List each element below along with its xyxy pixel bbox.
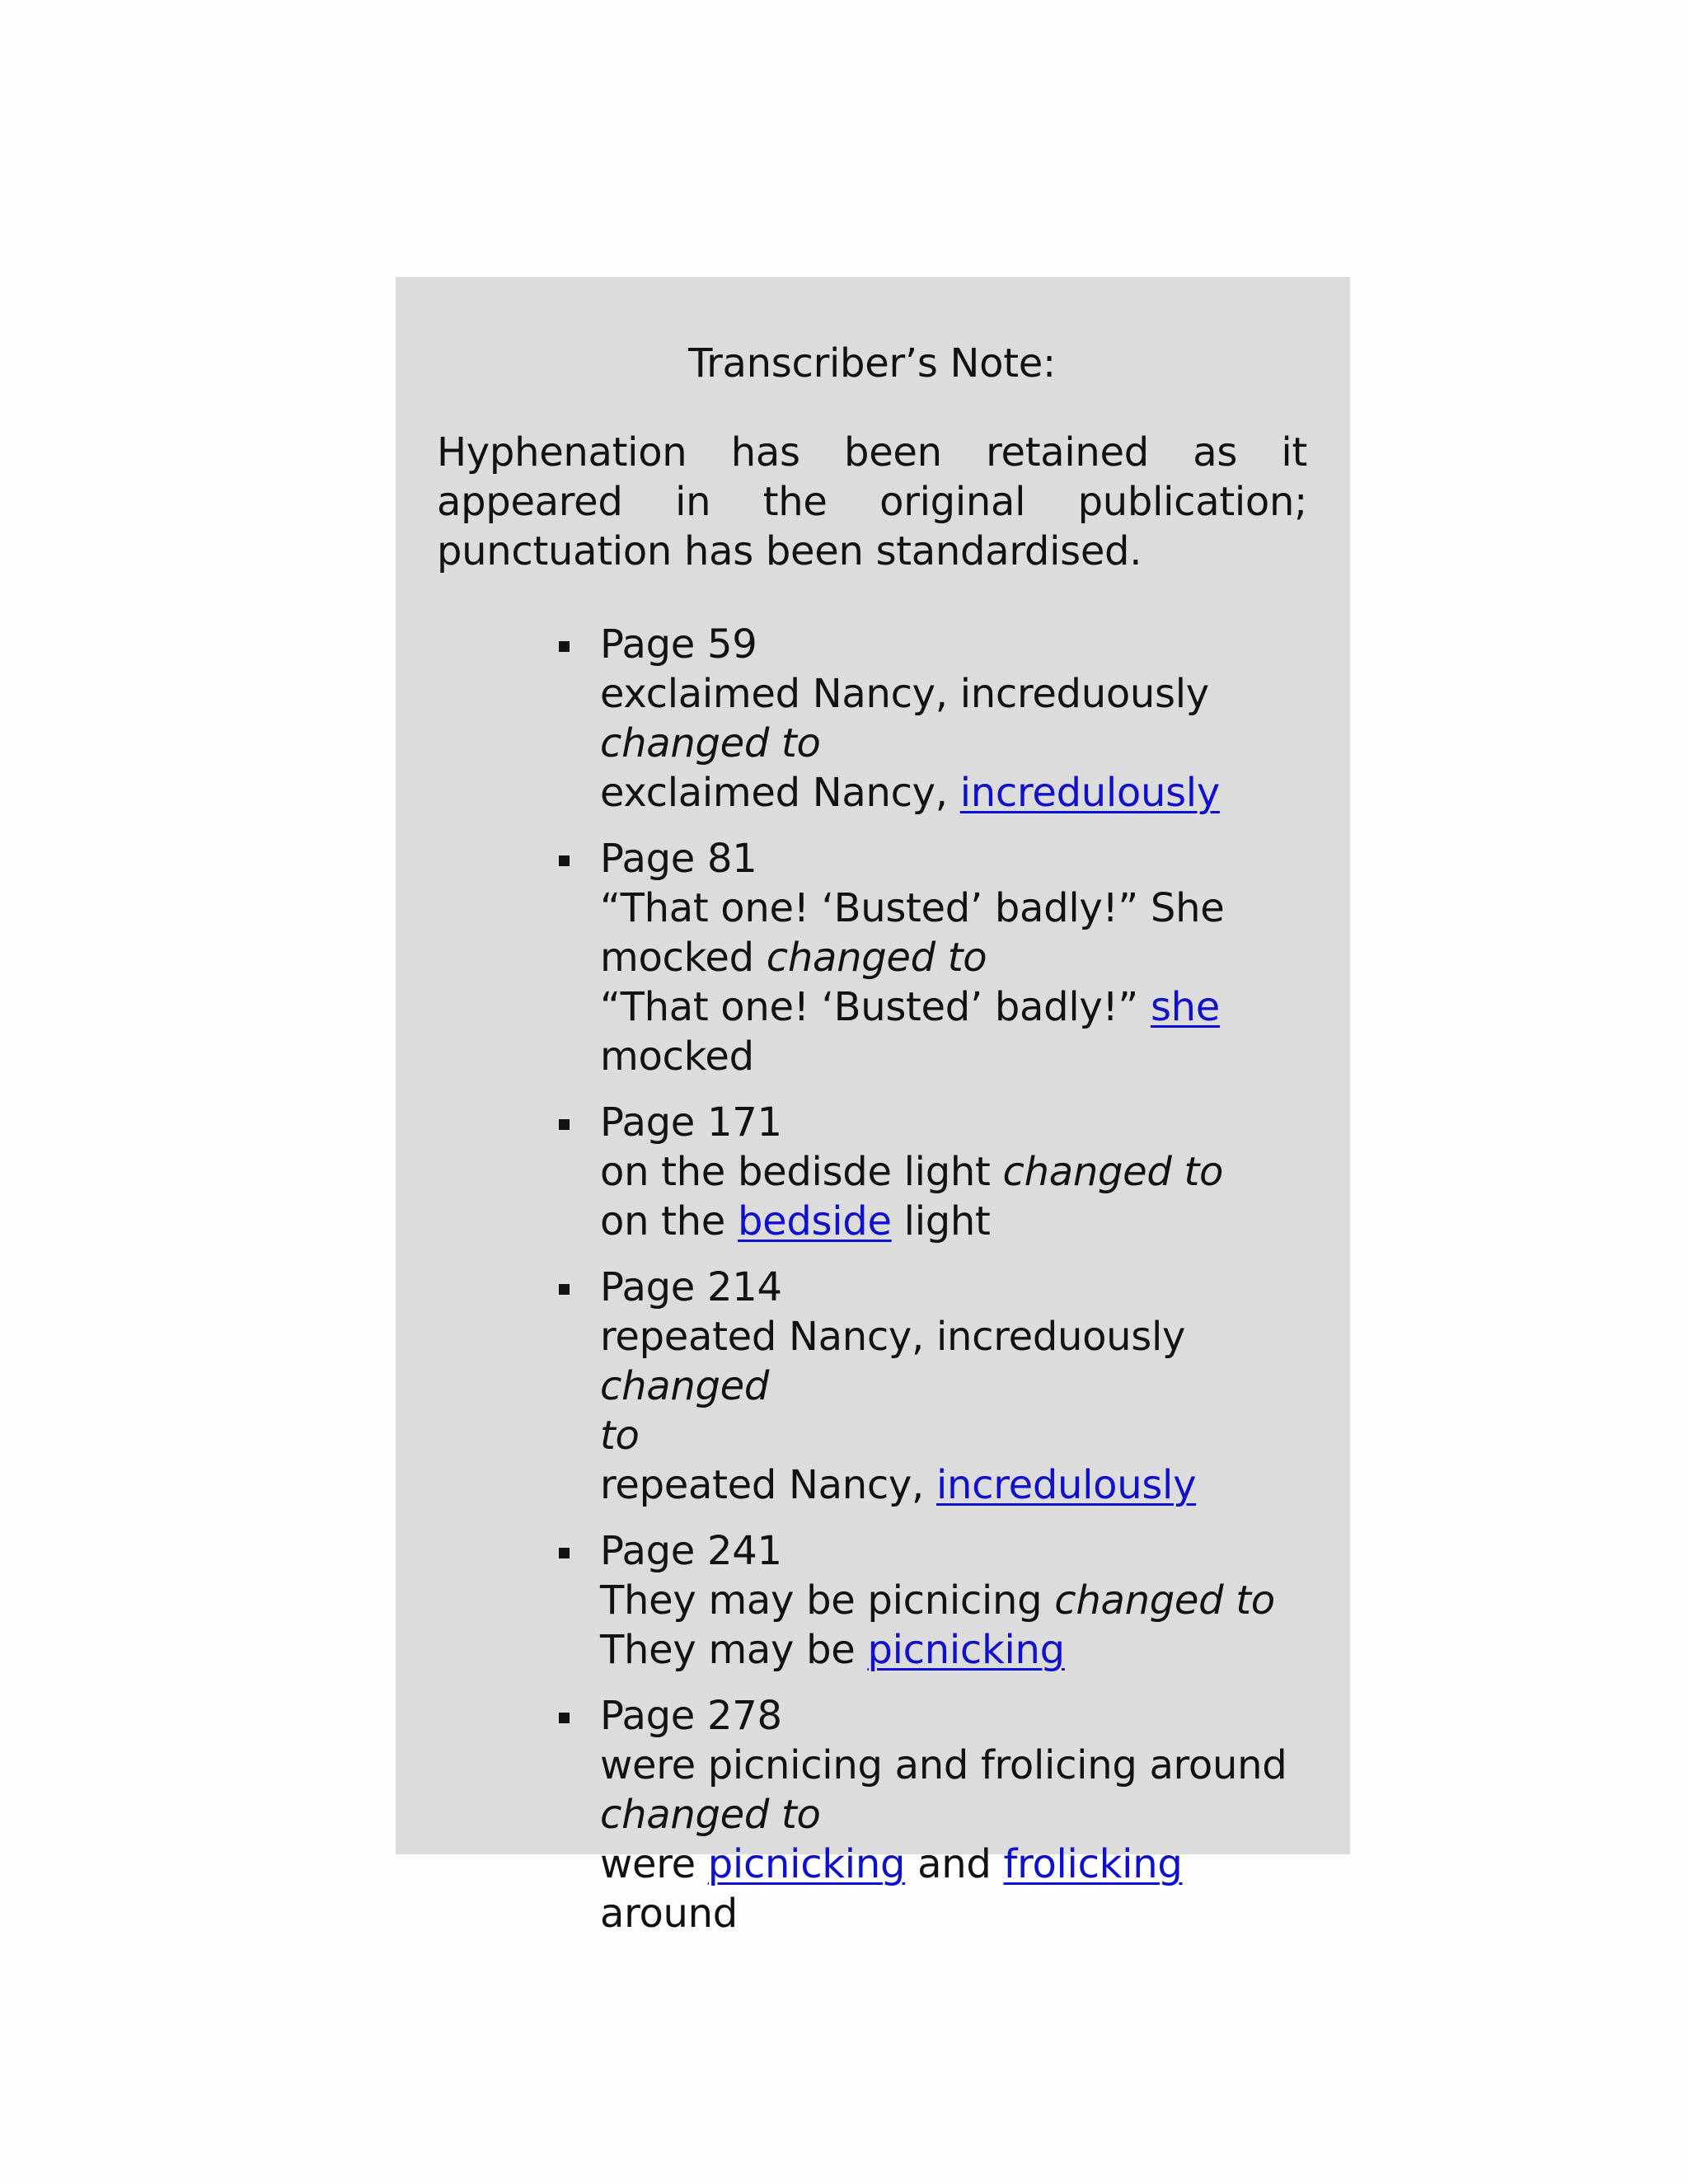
correction-link[interactable]: frolicking	[1003, 1841, 1183, 1887]
changed-to-label: changed to	[1002, 1149, 1224, 1195]
original-text: exclaimed Nancy, increduously	[600, 671, 1209, 717]
bullet-icon	[559, 855, 570, 866]
original-text: on the bedisde light changed to	[600, 1149, 1224, 1195]
transcriber-note-box	[396, 277, 1350, 1937]
original-text-cont: mocked changed to	[600, 935, 987, 981]
corrected-text: repeated Nancy, incredulously	[600, 1462, 1197, 1508]
bullet-icon	[559, 1713, 570, 1723]
corrected-text: were picnicking and frolicking around	[600, 1841, 1183, 1937]
bullet-icon	[559, 1548, 570, 1558]
bullet-icon	[559, 1119, 570, 1130]
correction-link[interactable]: incredulously	[959, 770, 1220, 816]
corrected-text: They may be picnicking	[600, 1627, 1065, 1673]
list-item	[600, 1526, 1307, 1675]
list-item	[600, 1098, 1307, 1246]
to-label: to	[600, 1413, 640, 1459]
note-intro: Hyphenation has been retained as it appeared in the original publication; punctuation has been standardised.	[437, 429, 1307, 574]
changed-label: changed	[600, 1363, 770, 1409]
original-text: They may be picnicing changed to	[600, 1577, 1275, 1624]
page-ref: Page 171	[600, 1099, 782, 1146]
changed-to-label: changed to	[1054, 1577, 1275, 1624]
original-text: “That one! ‘Busted’ badly!” She	[600, 885, 1225, 931]
changed-to-label: changed to	[600, 1792, 821, 1838]
correction-link[interactable]: picnicking	[707, 1841, 906, 1887]
list-item	[600, 834, 1307, 1081]
correction-link[interactable]: incredulously	[935, 1462, 1197, 1508]
list-item	[600, 1691, 1307, 1938]
corrected-text: on the bedside light	[600, 1198, 991, 1244]
correction-link[interactable]: picnicking	[867, 1627, 1065, 1673]
page-ref: Page 241	[600, 1528, 782, 1574]
original-text: were picnicing and frolicing around	[600, 1742, 1287, 1788]
changes-list	[437, 620, 1307, 1938]
original-text: repeated Nancy, increduously changed	[600, 1314, 1186, 1409]
corrected-text: “That one! ‘Busted’ badly!” she mocked	[600, 984, 1220, 1080]
correction-link[interactable]: bedside	[737, 1198, 892, 1244]
bullet-icon	[559, 641, 570, 652]
note-title: Transcriber’s Note:	[688, 340, 1056, 387]
changed-to-label: changed to	[766, 935, 987, 981]
bullet-icon	[559, 1284, 570, 1295]
page-ref: Page 278	[600, 1693, 782, 1739]
correction-link[interactable]: she	[1150, 984, 1220, 1030]
corrected-text: exclaimed Nancy, incredulously	[600, 770, 1220, 816]
page-ref: Page 81	[600, 836, 757, 882]
changed-to-label: changed to	[600, 720, 821, 766]
list-item	[600, 1263, 1307, 1510]
page-ref: Page 59	[600, 621, 757, 668]
list-item	[600, 620, 1307, 818]
page-ref: Page 214	[600, 1264, 782, 1310]
